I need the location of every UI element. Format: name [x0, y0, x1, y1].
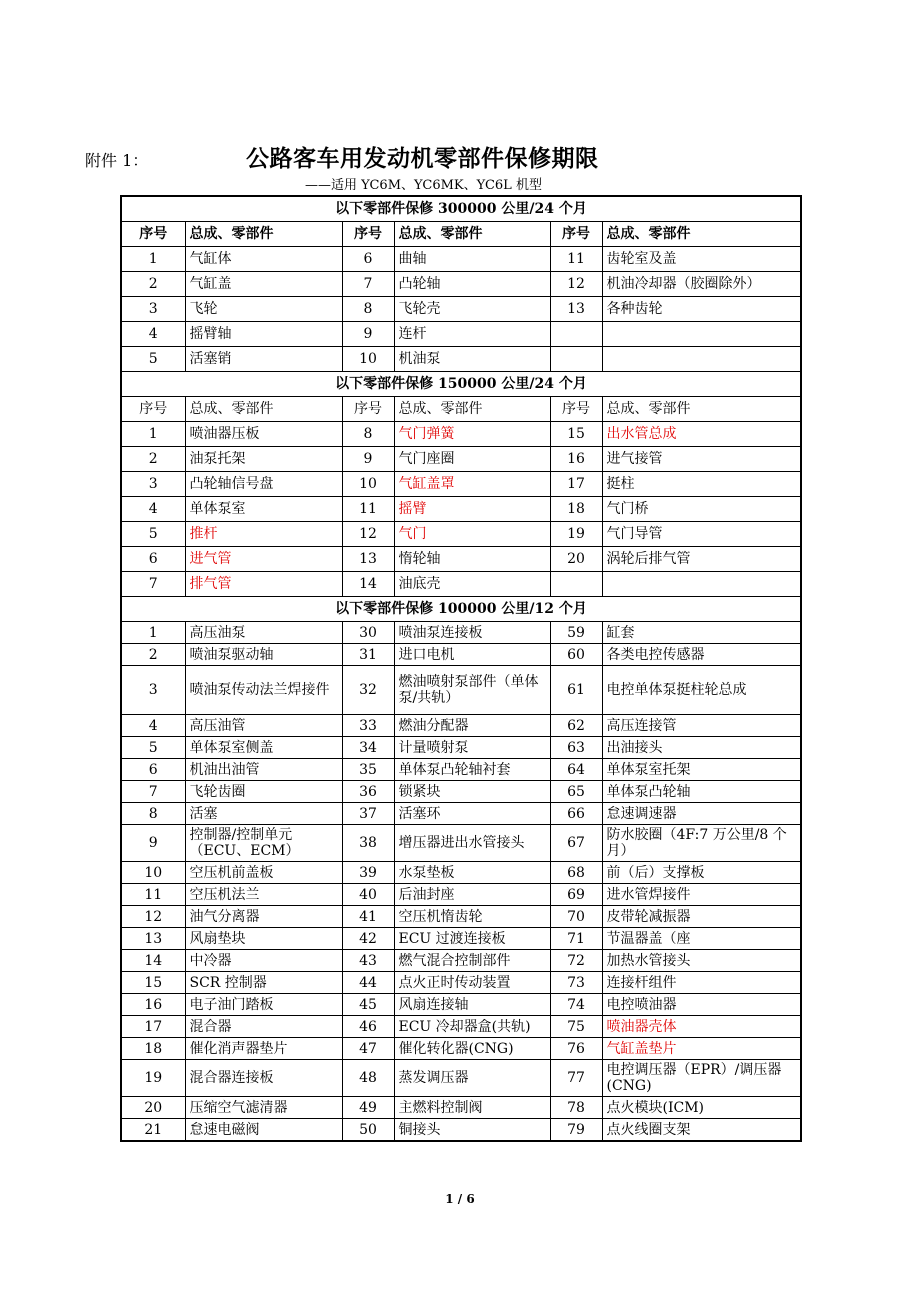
table-row	[121, 644, 801, 666]
item-number: 72	[550, 950, 602, 972]
col-header-index: 序号	[550, 222, 602, 247]
col-header-part: 总成、零部件	[602, 397, 801, 422]
part-name: 喷油泵连接板	[394, 622, 550, 644]
item-number: 12	[550, 272, 602, 297]
part-name: 缸套	[602, 622, 801, 644]
item-number: 13	[550, 297, 602, 322]
part-name: 电子油门踏板	[185, 994, 342, 1016]
item-number: 7	[342, 272, 394, 297]
item-number: 8	[121, 803, 185, 825]
table-row	[121, 622, 801, 644]
item-number: 79	[550, 1119, 602, 1142]
part-name: 喷油泵驱动轴	[185, 644, 342, 666]
table-row	[121, 759, 801, 781]
part-name: 气门桥	[602, 497, 801, 522]
part-name: 飞轮	[185, 297, 342, 322]
table-row	[121, 994, 801, 1016]
part-name: 空压机前盖板	[185, 862, 342, 884]
item-number: 9	[121, 825, 185, 862]
item-number: 39	[342, 862, 394, 884]
part-name: 单体泵凸轮轴衬套	[394, 759, 550, 781]
table-row	[121, 950, 801, 972]
attachment-label: 附件 1：	[85, 151, 149, 170]
item-number: 16	[550, 447, 602, 472]
item-number: 20	[550, 547, 602, 572]
part-name: 压缩空气滤清器	[185, 1097, 342, 1119]
item-number: 17	[121, 1016, 185, 1038]
part-name: 摇臂轴	[185, 322, 342, 347]
part-name: 出水管总成	[602, 422, 801, 447]
item-number: 6	[121, 759, 185, 781]
part-name: 活塞	[185, 803, 342, 825]
section-3-rows	[121, 622, 801, 1142]
item-number: 41	[342, 906, 394, 928]
item-number: 14	[342, 572, 394, 597]
part-name: 气缸体	[185, 247, 342, 272]
table-row	[121, 447, 801, 472]
section-title: 以下零部件保修 100000 公里/12 个月	[121, 597, 801, 622]
item-number	[550, 347, 602, 372]
part-name: 单体泵室	[185, 497, 342, 522]
table-row	[121, 422, 801, 447]
part-name: 摇臂	[394, 497, 550, 522]
item-number: 16	[121, 994, 185, 1016]
part-name: 皮带轮减振器	[602, 906, 801, 928]
part-name: 机油出油管	[185, 759, 342, 781]
item-number: 63	[550, 737, 602, 759]
table-row	[121, 884, 801, 906]
table-row	[121, 737, 801, 759]
part-name: 进口电机	[394, 644, 550, 666]
table-row	[121, 715, 801, 737]
part-name: 喷油泵传动法兰焊接件	[185, 666, 342, 715]
item-number	[550, 572, 602, 597]
part-name: 后油封座	[394, 884, 550, 906]
table-row	[121, 781, 801, 803]
part-name: 防水胶圈（4F:7 万公里/8 个月）	[602, 825, 801, 862]
part-name: 飞轮齿圈	[185, 781, 342, 803]
table-row	[121, 547, 801, 572]
item-number: 13	[121, 928, 185, 950]
part-name: 催化消声器垫片	[185, 1038, 342, 1060]
part-name: 油泵托架	[185, 447, 342, 472]
part-name: 油气分离器	[185, 906, 342, 928]
item-number: 18	[550, 497, 602, 522]
table-row	[121, 322, 801, 347]
part-name: 控制器/控制单元（ECU、ECM）	[185, 825, 342, 862]
part-name: 气门弹簧	[394, 422, 550, 447]
item-number: 2	[121, 272, 185, 297]
item-number: 38	[342, 825, 394, 862]
part-name: 混合器	[185, 1016, 342, 1038]
part-name: 进气接管	[602, 447, 801, 472]
part-name: 节温器盖（座	[602, 928, 801, 950]
col-header-part: 总成、零部件	[602, 222, 801, 247]
item-number: 15	[121, 972, 185, 994]
table-row	[121, 572, 801, 597]
part-name: 蒸发调压器	[394, 1060, 550, 1097]
item-number: 14	[121, 950, 185, 972]
table-row	[121, 522, 801, 547]
part-name: 活塞销	[185, 347, 342, 372]
part-name: 风扇连接轴	[394, 994, 550, 1016]
part-name: 推杆	[185, 522, 342, 547]
item-number: 68	[550, 862, 602, 884]
document-title: 公路客车用发动机零部件保修期限	[246, 145, 599, 172]
part-name: 电控调压器（EPR）/调压器(CNG)	[602, 1060, 801, 1097]
item-number: 9	[342, 322, 394, 347]
item-number: 3	[121, 297, 185, 322]
table-row	[121, 906, 801, 928]
item-number: 19	[121, 1060, 185, 1097]
col-header-index: 序号	[342, 397, 394, 422]
part-name: 增压器进出水管接头	[394, 825, 550, 862]
item-number: 46	[342, 1016, 394, 1038]
part-name: 水泵垫板	[394, 862, 550, 884]
part-name: 高压油管	[185, 715, 342, 737]
part-name: 空压机惰齿轮	[394, 906, 550, 928]
item-number: 11	[342, 497, 394, 522]
item-number: 10	[121, 862, 185, 884]
item-number: 65	[550, 781, 602, 803]
header-row	[121, 397, 801, 422]
part-name: 出油接头	[602, 737, 801, 759]
section-title-row	[121, 196, 801, 222]
table-row	[121, 1038, 801, 1060]
part-name: 电控喷油器	[602, 994, 801, 1016]
item-number: 10	[342, 472, 394, 497]
part-name: 燃油分配器	[394, 715, 550, 737]
part-name: 气缸盖垫片	[602, 1038, 801, 1060]
item-number: 37	[342, 803, 394, 825]
part-name: 前（后）支撑板	[602, 862, 801, 884]
item-number: 77	[550, 1060, 602, 1097]
part-name: 燃油喷射泵部件（单体泵/共轨）	[394, 666, 550, 715]
item-number: 11	[550, 247, 602, 272]
part-name: 飞轮壳	[394, 297, 550, 322]
part-name: 高压连接管	[602, 715, 801, 737]
item-number: 4	[121, 322, 185, 347]
part-name: 中冷器	[185, 950, 342, 972]
item-number: 1	[121, 622, 185, 644]
part-name: 气缸盖罩	[394, 472, 550, 497]
item-number: 2	[121, 644, 185, 666]
section-title: 以下零部件保修 150000 公里/24 个月	[121, 372, 801, 397]
table-row	[121, 472, 801, 497]
part-name: 怠速电磁阀	[185, 1119, 342, 1142]
col-header-part: 总成、零部件	[185, 397, 342, 422]
part-name: SCR 控制器	[185, 972, 342, 994]
part-name: 催化转化器(CNG)	[394, 1038, 550, 1060]
col-header-index: 序号	[550, 397, 602, 422]
table-row	[121, 297, 801, 322]
part-name: ECU 冷却器盒(共轨)	[394, 1016, 550, 1038]
table-row	[121, 972, 801, 994]
item-number: 44	[342, 972, 394, 994]
part-name: 高压油泵	[185, 622, 342, 644]
part-name: 凸轮轴信号盘	[185, 472, 342, 497]
item-number: 9	[342, 447, 394, 472]
col-header-part: 总成、零部件	[185, 222, 342, 247]
table-row	[121, 666, 801, 715]
part-name: 空压机法兰	[185, 884, 342, 906]
item-number: 5	[121, 737, 185, 759]
item-number: 21	[121, 1119, 185, 1142]
part-name: 单体泵室侧盖	[185, 737, 342, 759]
col-header-part: 总成、零部件	[394, 222, 550, 247]
item-number: 7	[121, 781, 185, 803]
part-name: 点火正时传动装置	[394, 972, 550, 994]
item-number: 73	[550, 972, 602, 994]
part-name: 点火模块(ICM)	[602, 1097, 801, 1119]
document-subtitle: ——适用 YC6M、YC6MK、YC6L 机型	[305, 178, 542, 193]
item-number: 2	[121, 447, 185, 472]
part-name: 燃气混合控制部件	[394, 950, 550, 972]
page-number: 1 / 6	[445, 1192, 475, 1206]
table-row	[121, 1097, 801, 1119]
item-number: 31	[342, 644, 394, 666]
table-row	[121, 928, 801, 950]
item-number: 12	[342, 522, 394, 547]
part-name: 挺柱	[602, 472, 801, 497]
part-name: ECU 过渡连接板	[394, 928, 550, 950]
part-name: 涡轮后排气管	[602, 547, 801, 572]
item-number: 15	[550, 422, 602, 447]
item-number: 66	[550, 803, 602, 825]
item-number: 32	[342, 666, 394, 715]
part-name: 混合器连接板	[185, 1060, 342, 1097]
part-name: 连杆	[394, 322, 550, 347]
table-row	[121, 347, 801, 372]
item-number: 3	[121, 472, 185, 497]
part-name: 进水管焊接件	[602, 884, 801, 906]
section-title-row	[121, 372, 801, 397]
part-name: 气门	[394, 522, 550, 547]
table-row	[121, 497, 801, 522]
part-name: 气缸盖	[185, 272, 342, 297]
table-row	[121, 1119, 801, 1142]
item-number: 5	[121, 347, 185, 372]
part-name: 连接杆组件	[602, 972, 801, 994]
item-number: 60	[550, 644, 602, 666]
item-number: 47	[342, 1038, 394, 1060]
item-number: 6	[342, 247, 394, 272]
part-name: 油底壳	[394, 572, 550, 597]
part-name: 单体泵凸轮轴	[602, 781, 801, 803]
item-number: 10	[342, 347, 394, 372]
table-row	[121, 1016, 801, 1038]
item-number: 48	[342, 1060, 394, 1097]
item-number: 36	[342, 781, 394, 803]
part-name: 各种齿轮	[602, 297, 801, 322]
item-number: 33	[342, 715, 394, 737]
table-row	[121, 825, 801, 862]
item-number: 45	[342, 994, 394, 1016]
item-number: 71	[550, 928, 602, 950]
item-number: 40	[342, 884, 394, 906]
col-header-index: 序号	[121, 397, 185, 422]
item-number: 70	[550, 906, 602, 928]
item-number: 62	[550, 715, 602, 737]
item-number: 20	[121, 1097, 185, 1119]
item-number: 1	[121, 247, 185, 272]
part-name: 喷油器压板	[185, 422, 342, 447]
part-name: 机油泵	[394, 347, 550, 372]
part-name: 喷油器壳体	[602, 1016, 801, 1038]
item-number: 61	[550, 666, 602, 715]
item-number: 18	[121, 1038, 185, 1060]
item-number: 19	[550, 522, 602, 547]
part-name: 齿轮室及盖	[602, 247, 801, 272]
part-name: 加热水管接头	[602, 950, 801, 972]
header-row	[121, 222, 801, 247]
col-header-index: 序号	[121, 222, 185, 247]
item-number: 74	[550, 994, 602, 1016]
part-name: 排气管	[185, 572, 342, 597]
item-number: 8	[342, 422, 394, 447]
part-name: 气门座圈	[394, 447, 550, 472]
part-name: 锁紧块	[394, 781, 550, 803]
table-row	[121, 803, 801, 825]
part-name: 单体泵室托架	[602, 759, 801, 781]
item-number: 3	[121, 666, 185, 715]
part-name: 惰轮轴	[394, 547, 550, 572]
item-number: 78	[550, 1097, 602, 1119]
item-number: 67	[550, 825, 602, 862]
item-number	[550, 322, 602, 347]
part-name: 铜接头	[394, 1119, 550, 1142]
item-number: 6	[121, 547, 185, 572]
table-row	[121, 247, 801, 272]
part-name: 主燃料控制阀	[394, 1097, 550, 1119]
part-name: 气门导管	[602, 522, 801, 547]
item-number: 1	[121, 422, 185, 447]
part-name	[602, 322, 801, 347]
item-number: 35	[342, 759, 394, 781]
item-number: 30	[342, 622, 394, 644]
part-name: 风扇垫块	[185, 928, 342, 950]
item-number: 69	[550, 884, 602, 906]
item-number: 7	[121, 572, 185, 597]
item-number: 76	[550, 1038, 602, 1060]
item-number: 5	[121, 522, 185, 547]
part-name: 怠速调速器	[602, 803, 801, 825]
item-number: 12	[121, 906, 185, 928]
item-number: 11	[121, 884, 185, 906]
section-title: 以下零部件保修 300000 公里/24 个月	[121, 196, 801, 222]
item-number: 43	[342, 950, 394, 972]
part-name: 电控单体泵挺柱轮总成	[602, 666, 801, 715]
part-name: 机油冷却器（胶圈除外）	[602, 272, 801, 297]
item-number: 42	[342, 928, 394, 950]
col-header-part: 总成、零部件	[394, 397, 550, 422]
item-number: 13	[342, 547, 394, 572]
section-title-row	[121, 597, 801, 622]
part-name: 进气管	[185, 547, 342, 572]
part-name: 凸轮轴	[394, 272, 550, 297]
part-name	[602, 572, 801, 597]
item-number: 75	[550, 1016, 602, 1038]
table-row	[121, 272, 801, 297]
item-number: 4	[121, 497, 185, 522]
part-name: 点火线圈支架	[602, 1119, 801, 1142]
item-number: 49	[342, 1097, 394, 1119]
item-number: 64	[550, 759, 602, 781]
item-number: 34	[342, 737, 394, 759]
item-number: 50	[342, 1119, 394, 1142]
part-name: 曲轴	[394, 247, 550, 272]
item-number: 17	[550, 472, 602, 497]
table-row	[121, 862, 801, 884]
part-name: 计量喷射泵	[394, 737, 550, 759]
item-number: 8	[342, 297, 394, 322]
item-number: 59	[550, 622, 602, 644]
col-header-index: 序号	[342, 222, 394, 247]
table-row	[121, 1060, 801, 1097]
part-name: 各类电控传感器	[602, 644, 801, 666]
item-number: 4	[121, 715, 185, 737]
warranty-table	[120, 195, 802, 1142]
part-name	[602, 347, 801, 372]
part-name: 活塞环	[394, 803, 550, 825]
